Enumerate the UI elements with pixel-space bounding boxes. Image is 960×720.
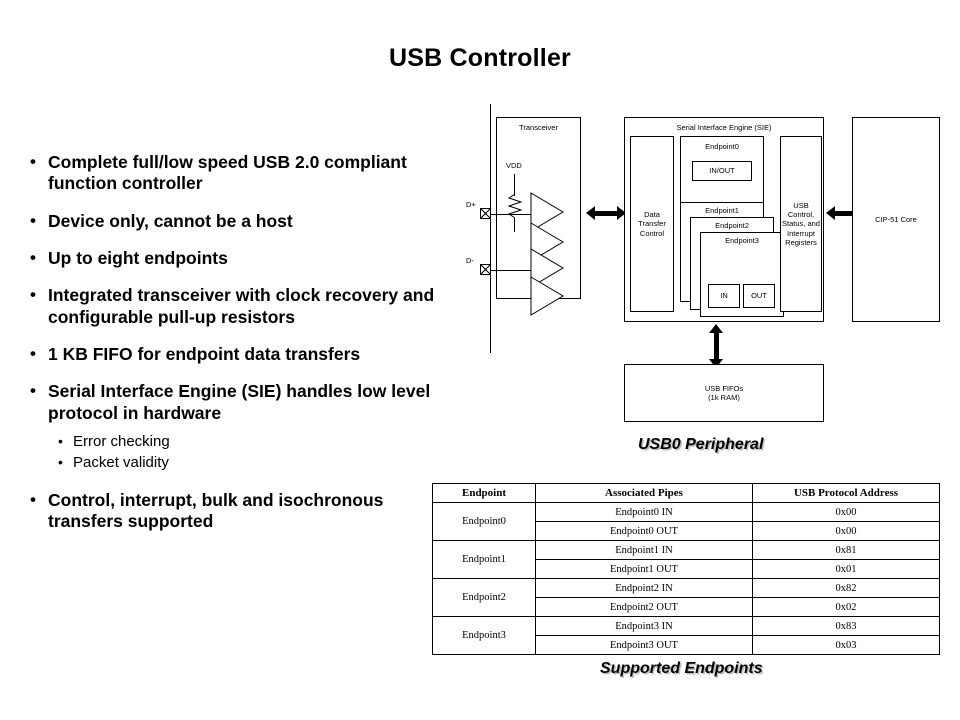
bullet-text: 1 KB FIFO for endpoint data transfers bbox=[48, 344, 361, 365]
dminus-pad-icon bbox=[480, 264, 491, 275]
cip51-core-label: CIP-51 Core bbox=[875, 214, 917, 224]
transceiver-label: Transceiver bbox=[519, 123, 558, 132]
usb-peripheral-block-diagram bbox=[452, 104, 940, 429]
bullet-dot-icon: • bbox=[58, 433, 63, 450]
usb-control-registers-block bbox=[780, 136, 822, 312]
sie-label: Serial Interface Engine (SIE) bbox=[676, 123, 772, 132]
cell-endpoint-name: Endpoint0 bbox=[433, 503, 536, 541]
endpoint3-out-label: OUT bbox=[751, 291, 767, 301]
sub-bullet-list bbox=[58, 432, 442, 474]
sub-bullet-text: Packet validity bbox=[73, 454, 169, 472]
arrow-transceiver-sie bbox=[586, 206, 626, 220]
cell-address: 0x00 bbox=[753, 503, 940, 522]
bullet-dot-icon: • bbox=[58, 454, 63, 471]
pin-label-dplus: D+ bbox=[466, 200, 476, 209]
cell-endpoint-name: Endpoint1 bbox=[433, 541, 536, 579]
cip51-core-block bbox=[852, 117, 940, 322]
endpoint3-label: Endpoint3 bbox=[725, 236, 759, 245]
endpoint3-out-block bbox=[743, 284, 775, 308]
table-row bbox=[433, 617, 940, 636]
usb-control-registers-label: USB Control, Status, and Interrupt Registers bbox=[782, 201, 820, 247]
bullet-text: Control, interrupt, bulk and isochronous transfers supported bbox=[48, 489, 384, 531]
pullup-to-node-line bbox=[514, 218, 515, 232]
buffer-icon-bottom bbox=[530, 276, 566, 316]
cell-pipe: Endpoint0 IN bbox=[536, 503, 753, 522]
endpoint3-in-label: IN bbox=[720, 291, 728, 301]
cell-address: 0x81 bbox=[753, 541, 940, 560]
table-caption: Supported Endpoints bbox=[600, 660, 763, 677]
dminus-trace bbox=[491, 270, 531, 271]
bullet-dot-icon: • bbox=[30, 210, 36, 230]
column-header-usb-protocol-address: USB Protocol Address bbox=[753, 484, 940, 503]
cell-pipe: Endpoint2 OUT bbox=[536, 598, 753, 617]
cell-pipe: Endpoint3 OUT bbox=[536, 636, 753, 655]
bullet-dot-icon: • bbox=[30, 152, 36, 171]
cell-address: 0x01 bbox=[753, 560, 940, 579]
pullup-resistor-icon bbox=[506, 194, 524, 220]
usb-fifos-label-line2: (1k RAM) bbox=[708, 393, 740, 402]
list-item bbox=[58, 453, 442, 473]
bullet-list bbox=[30, 152, 442, 548]
cell-address: 0x83 bbox=[753, 617, 940, 636]
bullet-text: Complete full/low speed USB 2.0 compliant function controller bbox=[48, 152, 407, 194]
list-item bbox=[30, 152, 442, 195]
list-item bbox=[30, 490, 442, 533]
bullet-dot-icon: • bbox=[30, 489, 36, 509]
column-header-endpoint: Endpoint bbox=[433, 484, 536, 503]
endpoint0-inout-block bbox=[692, 161, 752, 181]
table-row bbox=[433, 503, 940, 522]
cell-address: 0x02 bbox=[753, 598, 940, 617]
cell-pipe: Endpoint3 IN bbox=[536, 617, 753, 636]
chip-boundary-line bbox=[490, 104, 491, 353]
list-item bbox=[58, 432, 442, 452]
cell-pipe: Endpoint1 IN bbox=[536, 541, 753, 560]
column-header-associated-pipes: Associated Pipes bbox=[536, 484, 753, 503]
bullet-text: Serial Interface Engine (SIE) handles low level protocol in hardware bbox=[48, 381, 431, 423]
cell-address: 0x00 bbox=[753, 522, 940, 541]
usb-fifos-block bbox=[624, 364, 824, 422]
bullet-text: Integrated transceiver with clock recovery and configurable pull-up resistors bbox=[48, 285, 435, 327]
cell-pipe: Endpoint2 IN bbox=[536, 579, 753, 598]
bullet-text: Up to eight endpoints bbox=[48, 248, 228, 269]
table-row bbox=[433, 579, 940, 598]
arrow-sie-fifos bbox=[709, 324, 723, 368]
cell-endpoint-name: Endpoint3 bbox=[433, 617, 536, 655]
list-item bbox=[30, 248, 442, 269]
cell-address: 0x03 bbox=[753, 636, 940, 655]
supported-endpoints-table bbox=[432, 483, 940, 655]
vdd-label: VDD bbox=[506, 161, 522, 170]
table-row bbox=[433, 541, 940, 560]
page-title: USB Controller bbox=[389, 44, 571, 72]
endpoint2-label: Endpoint2 bbox=[715, 221, 749, 230]
cell-pipe: Endpoint0 OUT bbox=[536, 522, 753, 541]
bullet-dot-icon: • bbox=[30, 248, 36, 268]
cell-pipe: Endpoint1 OUT bbox=[536, 560, 753, 579]
data-transfer-control-block bbox=[630, 136, 674, 312]
bullet-dot-icon: • bbox=[30, 381, 36, 401]
dplus-trace bbox=[491, 214, 531, 215]
sub-bullet-text: Error checking bbox=[73, 433, 170, 451]
pin-label-dminus: D- bbox=[466, 256, 474, 265]
diagram-caption: USB0 Peripheral bbox=[638, 436, 764, 453]
endpoint3-in-block bbox=[708, 284, 740, 308]
table-header-row bbox=[433, 484, 940, 503]
endpoint1-label: Endpoint1 bbox=[705, 206, 739, 215]
dplus-pad-icon bbox=[480, 208, 491, 219]
bullet-text: Device only, cannot be a host bbox=[48, 210, 293, 231]
list-item bbox=[30, 211, 442, 232]
vdd-rail-line bbox=[514, 174, 515, 196]
cell-endpoint-name: Endpoint2 bbox=[433, 579, 536, 617]
bullet-dot-icon: • bbox=[30, 344, 36, 364]
list-item bbox=[30, 381, 442, 424]
bullet-dot-icon: • bbox=[30, 285, 36, 305]
list-item bbox=[30, 344, 442, 365]
endpoint0-inout-label: IN/OUT bbox=[709, 166, 735, 176]
endpoint0-label: Endpoint0 bbox=[705, 142, 739, 151]
data-transfer-control-label: Data Transfer Control bbox=[638, 210, 666, 238]
list-item bbox=[30, 285, 442, 328]
cell-address: 0x82 bbox=[753, 579, 940, 598]
usb-fifos-label-line1: USB FIFOs bbox=[704, 383, 744, 393]
